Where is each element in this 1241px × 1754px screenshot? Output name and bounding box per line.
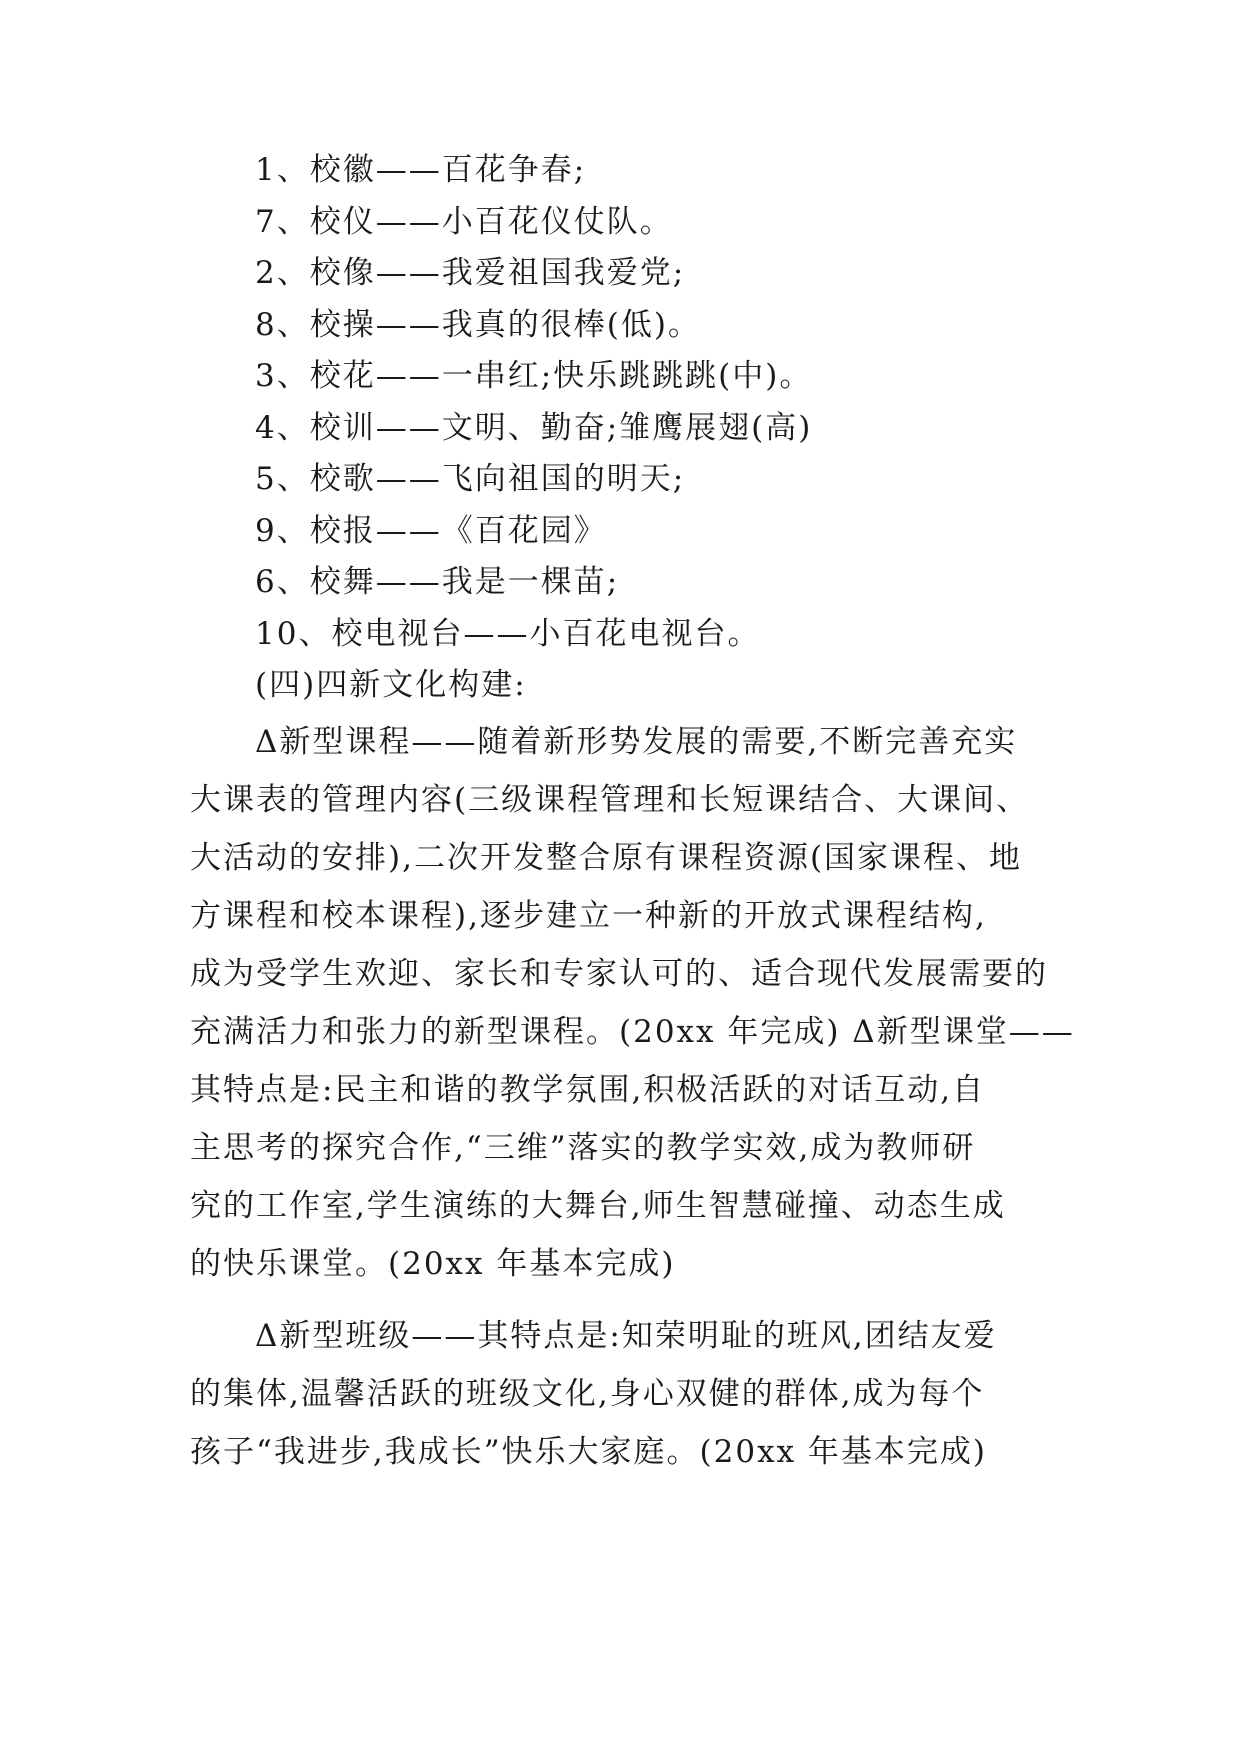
paragraph-line: 大课表的管理内容(三级课程管理和长短课结合、大课间、	[190, 782, 1030, 818]
paragraph-line: 的集体,温馨活跃的班级文化,身心双健的群体,成为每个	[190, 1376, 985, 1412]
paragraph-line: 成为受学生欢迎、家长和专家认可的、适合现代发展需要的	[190, 956, 1048, 992]
list-item-school-song: 5、校歌——飞向祖国的明天;	[255, 461, 686, 497]
paragraph-line: 主思考的探究合作,“三维”落实的教学实效,成为教师研	[190, 1130, 976, 1166]
paragraph-new-class	[190, 1307, 1050, 1481]
paragraph-line: 方课程和校本课程),逐步建立一种新的开放式课程结构,	[190, 898, 987, 934]
list-item-school-flower: 3、校花——一串红;快乐跳跳跳(中)。	[255, 358, 813, 394]
list-item-school-dance: 6、校舞——我是一棵苗;	[255, 564, 620, 600]
paragraph-line: 的快乐课堂。(20xx 年基本完成)	[190, 1246, 676, 1282]
paragraph-line: Δ新型课程——随着新形势发展的需要,不断完善充实	[255, 724, 1018, 760]
list-item-school-emblem: 1、校徽——百花争春;	[255, 152, 587, 188]
section-heading: (四)四新文化构建:	[255, 667, 527, 703]
list-item-school-motto: 4、校训——文明、勤奋;雏鹰展翅(高)	[255, 410, 813, 446]
paragraph-new-curriculum-classroom	[190, 713, 1075, 1293]
list-item-school-newspaper: 9、校报——《百花园》	[255, 513, 607, 549]
list-item-school-ceremony: 7、校仪——小百花仪仗队。	[255, 204, 673, 240]
paragraph-line: 究的工作室,学生演练的大舞台,师生智慧碰撞、动态生成	[190, 1188, 1006, 1224]
paragraph-line: Δ新型班级——其特点是:知荣明耻的班风,团结友爱	[255, 1318, 997, 1354]
paragraph-line: 孩子“我进步,我成长”快乐大家庭。(20xx 年基本完成)	[190, 1434, 988, 1470]
paragraph-line: 其特点是:民主和谐的教学氛围,积极活跃的对话互动,自	[190, 1072, 986, 1108]
list-item-school-exercise: 8、校操——我真的很棒(低)。	[255, 307, 701, 343]
list-item-school-statue: 2、校像——我爱祖国我爱党;	[255, 255, 686, 291]
list-item-school-tv: 10、校电视台——小百花电视台。	[255, 616, 761, 652]
paragraph-line: 大活动的安排),二次开发整合原有课程资源(国家课程、地	[190, 840, 1023, 876]
paragraph-line: 充满活力和张力的新型课程。(20xx 年完成) Δ新型课堂——	[190, 1014, 1075, 1050]
